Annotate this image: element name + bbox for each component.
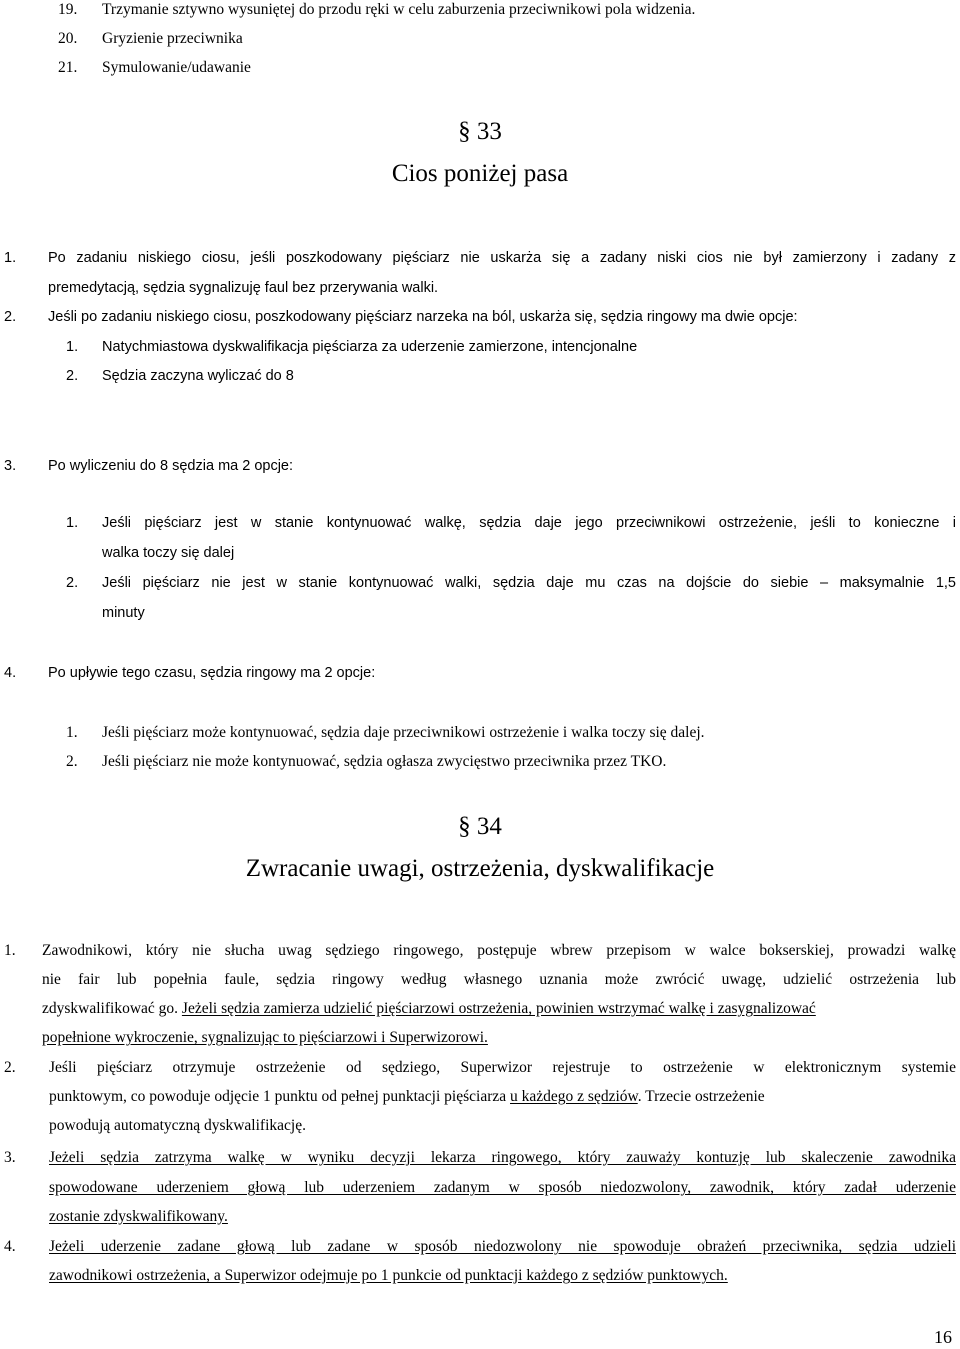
- paragraph-text: powodują automatyczną dyskwalifikację.: [49, 1117, 306, 1134]
- option-number: 1.: [66, 515, 79, 531]
- paragraph-text: nie fair lub popełnia faule, sędzia ringowy według własnego uznania może zwrócić uwagę, udzielić ostrzeżenia lub: [42, 971, 956, 988]
- section-title: Zwracanie uwagi, ostrzeżenia, dyskwalifikacje: [245, 855, 715, 882]
- list-item: Symulowanie/udawanie: [102, 59, 251, 76]
- section-number: § 34: [458, 813, 502, 840]
- list-number: 19.: [58, 1, 78, 18]
- option-text: Jeśli pięściarz jest w stanie kontynuować walkę, sędzia daje jego przeciwnikowi ostrzeżenie, jeśli to konieczne i: [102, 515, 956, 531]
- option-number: 2.: [66, 753, 78, 770]
- paragraph-number: 4.: [4, 1238, 16, 1255]
- option-number: 2.: [66, 575, 79, 591]
- paragraph-number: 2.: [4, 309, 17, 325]
- paragraph-text: Po wyliczeniu do 8 sędzia ma 2 opcje:: [48, 458, 294, 474]
- paragraph-text-underlined: Jeżeli sędzia zatrzyma walkę w wyniku decyzji lekarza ringowego, który zauważy kontuzję lub skaleczenie zawodnika: [49, 1149, 956, 1166]
- paragraph-text-plain: punktowym, co powoduje odjęcie 1 punktu od pełnej punktacji pięściarza: [49, 1088, 511, 1105]
- paragraph-text: [49, 1088, 765, 1106]
- paragraph-text: Zawodnikowi, który nie słucha uwag sędziego ringowego, postępuje wbrew przepisom w walce bokserskiej, prowadzi walkę: [42, 942, 956, 959]
- option-text: Jeśli pięściarz nie jest w stanie kontynuować walki, sędzia daje mu czas na dojście do siebie – maksymalnie 1,5: [102, 575, 956, 591]
- paragraph-text: Jeśli po zadaniu niskiego ciosu, poszkodowany pięściarz narzeka na ból, uskarża się, sędzia ringowy ma dwie opcje:: [48, 309, 798, 325]
- paragraph-text-underlined: zawodnikowi ostrzeżenia, a Superwizor odejmuje po 1 punkcie od punktacji każdego z sędziów punktowych.: [49, 1267, 728, 1284]
- list-number: 20.: [58, 30, 78, 47]
- option-text: walka toczy się dalej: [102, 545, 235, 561]
- paragraph-text: [42, 1000, 816, 1018]
- list-item: Gryzienie przeciwnika: [102, 30, 243, 47]
- page-number: 16: [934, 1327, 952, 1347]
- list-number: 21.: [58, 59, 78, 76]
- option-text: Natychmiastowa dyskwalifikacja pięściarza za uderzenie zamierzone, intencjonalne: [102, 339, 638, 355]
- paragraph-text-plain: zdyskwalifikować go.: [42, 1000, 182, 1017]
- paragraph-number: 1.: [4, 942, 16, 959]
- list-item: Trzymanie sztywno wysuniętej do przodu ręki w celu zaburzenia przeciwnikowi pola widzenia.: [102, 1, 696, 18]
- paragraph-number: 2.: [4, 1059, 16, 1076]
- paragraph-text-underlined: u każdego z sędziów: [510, 1088, 638, 1105]
- paragraph-text-underlined: popełnione wykroczenie, sygnalizując to pięściarzowi i Superwizorowi.: [42, 1029, 488, 1046]
- section-number: § 33: [458, 118, 502, 145]
- option-text: Sędzia zaczyna wyliczać do 8: [102, 368, 294, 384]
- paragraph-text: premedytacją, sędzia sygnalizuję faul bez przerywania walki.: [48, 280, 439, 296]
- paragraph-number: 1.: [4, 250, 17, 266]
- paragraph-text-plain: . Trzecie ostrzeżenie: [637, 1088, 765, 1105]
- option-text: Jeśli pięściarz nie może kontynuować, sędzia ogłasza zwycięstwo przeciwnika przez TKO.: [102, 753, 667, 770]
- option-number: 1.: [66, 724, 78, 741]
- paragraph-text-underlined: Jeżeli uderzenie zadane głową lub zadane w sposób niedozwolony nie spowoduje obrażeń przeciwnika, sędzia udzieli: [49, 1238, 956, 1255]
- option-number: 1.: [66, 339, 79, 355]
- paragraph-text-underlined: spowodowane uderzeniem głową lub uderzeniem zadanym w sposób niedozwolony, zawodnik, który zadał uderzenie: [49, 1179, 956, 1196]
- option-text: Jeśli pięściarz może kontynuować, sędzia daje przeciwnikowi ostrzeżenie i walka toczy się dalej.: [102, 724, 705, 741]
- option-number: 2.: [66, 368, 79, 384]
- paragraph-number: 4.: [4, 665, 17, 681]
- section-title: Cios poniżej pasa: [391, 160, 569, 187]
- paragraph-text: Po upływie tego czasu, sędzia ringowy ma 2 opcje:: [48, 665, 376, 681]
- paragraph-text-underlined: zostanie zdyskwalifikowany.: [49, 1208, 228, 1225]
- paragraph-text-underlined: Jeżeli sędzia zamierza udzielić pięściarzowi ostrzeżenia, powinien wstrzymać walkę i zasygnalizować: [181, 1000, 816, 1017]
- option-text: minuty: [102, 605, 145, 621]
- paragraph-text: Po zadaniu niskiego ciosu, jeśli poszkodowany pięściarz nie uskarża się a zadany niski cios nie był zamierzony i zadany z: [48, 250, 956, 266]
- paragraph-number: 3.: [4, 458, 17, 474]
- paragraph-number: 3.: [4, 1149, 16, 1166]
- paragraph-text: Jeśli pięściarz otrzymuje ostrzeżenie od sędziego, Superwizor rejestruje to ostrzeżenie w elektronicznym systemie: [49, 1059, 956, 1076]
